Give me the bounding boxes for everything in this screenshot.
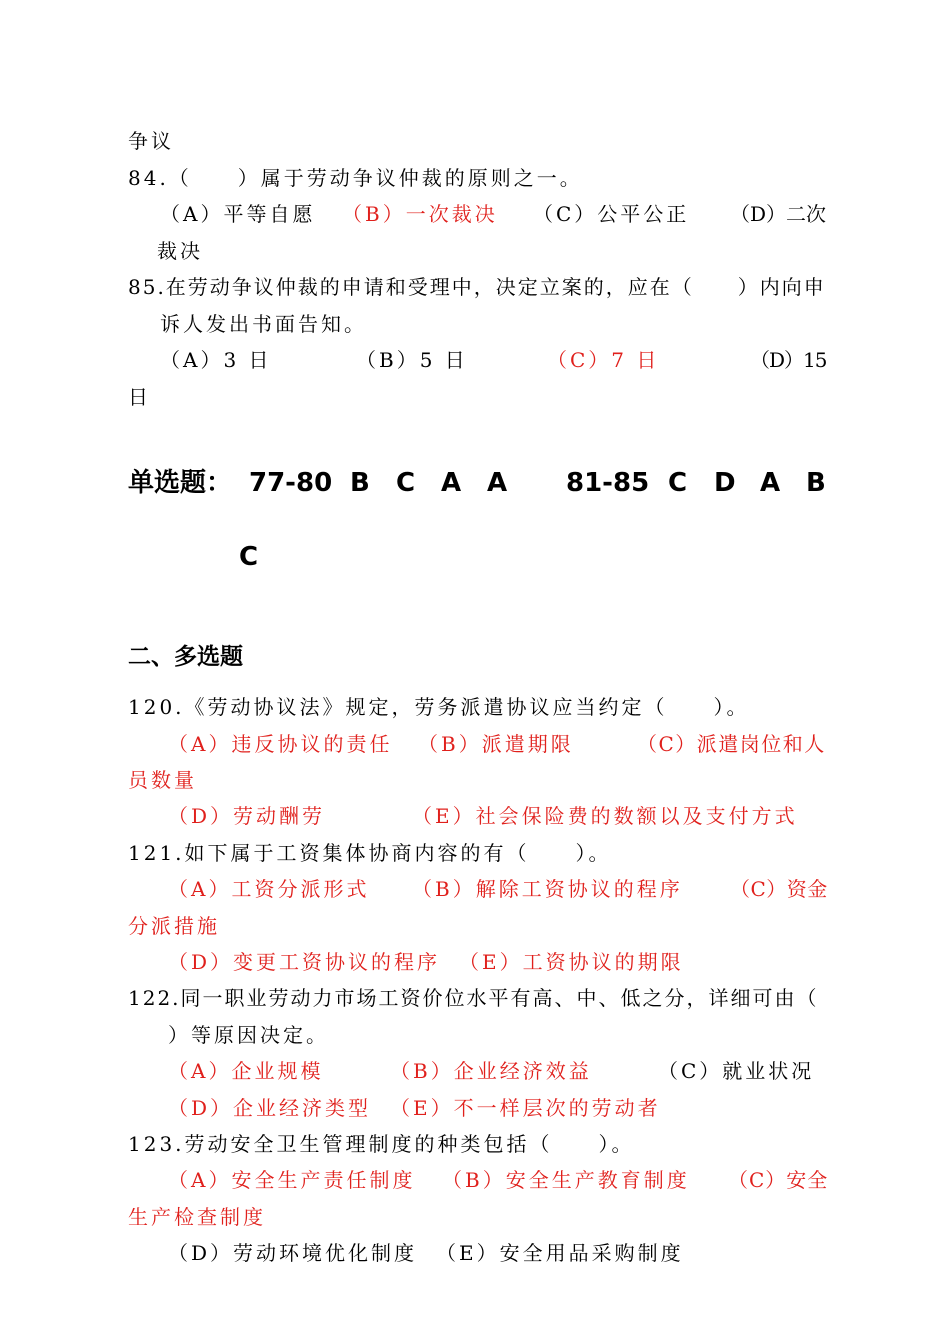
q123-option-e: （E）安全用品采购制度: [436, 1241, 684, 1265]
q122-option-d: （D）企业经济类型: [168, 1096, 372, 1120]
q84-stem: 84.（ ）属于劳动争议仲裁的原则之一。: [128, 166, 583, 190]
q84-option-b: （B）一次裁决: [342, 202, 498, 226]
q85-option-d-cont: 日: [128, 385, 151, 409]
q120-option-b: （B）派遣期限: [418, 732, 574, 756]
q122-option-a: （A）企业规模: [168, 1059, 324, 1083]
q85-stem-line2: 诉人发出书面告知。: [160, 312, 367, 336]
q121-option-c-cont: 分派措施: [128, 914, 220, 938]
q123-option-c-cont: 生产检查制度: [128, 1205, 266, 1229]
q120-option-d: （D）劳动酬劳: [168, 804, 326, 828]
q85-stem-line1: 85.在劳动争议仲裁的申请和受理中，决定立案的，应在（ ）内向申: [128, 275, 826, 299]
answers-label: 单选题：: [128, 468, 233, 498]
q121-option-c: （C）资金: [730, 877, 828, 901]
q85-option-b: （B）5 日: [356, 348, 468, 372]
q122-option-e: （E）不一样层次的劳动者: [390, 1096, 661, 1120]
q122-stem-line1: 122.同一职业劳动力市场工资价位水平有高、中、低之分，详细可由（: [128, 986, 819, 1010]
q120-option-c-cont: 员数量: [128, 768, 197, 792]
q120-stem: 120.《劳动协议法》规定，劳务派遣协议应当约定（ ）。: [128, 695, 750, 719]
q122-stem-line2: ）等原因决定。: [168, 1023, 329, 1047]
answers-range-1: 77-80: [249, 468, 333, 498]
section-2-title: 二、多选题: [128, 644, 243, 670]
q121-option-a: （A）工资分派形式: [168, 877, 370, 901]
q121-option-e: （E）工资协议的期限: [459, 950, 684, 974]
answer-78: C: [396, 468, 416, 498]
q84-option-d-cont: 裁决: [157, 239, 203, 263]
answer-80: A: [487, 468, 508, 498]
q84-option-d: （D）二次: [730, 202, 827, 226]
q123-option-b: （B）安全生产教育制度: [442, 1168, 690, 1192]
q123-option-a: （A）安全生产责任制度: [168, 1168, 416, 1192]
answers-range-2: 81-85: [566, 468, 650, 498]
q121-option-d: （D）变更工资协议的程序: [168, 950, 441, 974]
q122-option-c: （C）就业状况: [658, 1059, 815, 1083]
q83-tail: 争议: [128, 129, 174, 153]
q85-option-c: （C）7 日: [547, 348, 660, 372]
q120-option-a: （A）违反协议的责任: [168, 732, 393, 756]
answer-82: D: [714, 468, 736, 498]
q123-stem: 123.劳动安全卫生管理制度的种类包括（ ）。: [128, 1132, 635, 1156]
q84-option-c: （C）公平公正: [533, 202, 690, 226]
answer-77: B: [350, 468, 370, 498]
answer-84: B: [806, 468, 826, 498]
q84-option-a: （A）平等自愿: [160, 202, 316, 226]
q85-option-d: （D）15: [750, 348, 827, 372]
q85-option-a: （A）3 日: [160, 348, 272, 372]
answer-83: A: [760, 468, 781, 498]
answer-79: A: [441, 468, 462, 498]
answer-85: C: [239, 542, 259, 572]
q123-option-c: （C）安全: [728, 1168, 829, 1192]
q121-stem: 121.如下属于工资集体协商内容的有（ ）。: [128, 841, 612, 865]
q121-option-b: （B）解除工资协议的程序: [412, 877, 683, 901]
answer-81: C: [668, 468, 688, 498]
q120-option-e: （E）社会保险费的数额以及支付方式: [412, 804, 798, 828]
q120-option-c: （C）派遣岗位和人: [637, 732, 826, 756]
q122-option-b: （B）企业经济效益: [390, 1059, 592, 1083]
q123-option-d: （D）劳动环境优化制度: [168, 1241, 418, 1265]
